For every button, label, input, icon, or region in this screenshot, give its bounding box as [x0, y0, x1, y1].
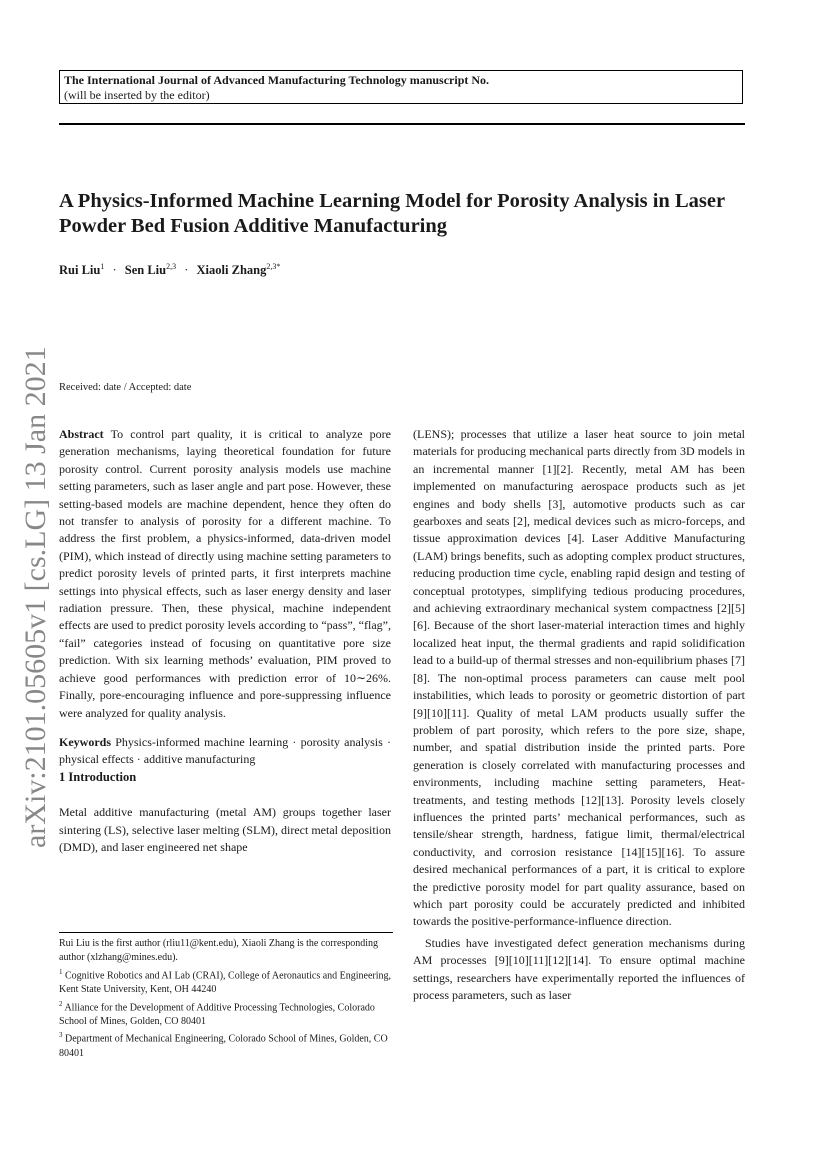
abstract-label: Abstract [59, 427, 104, 441]
affiliation-1 [59, 966, 393, 997]
author-list [59, 262, 280, 278]
journal-title: The International Journal of Advanced Manufacturing Technology manuscript No. [64, 73, 490, 87]
author-affiliation: 1 [100, 262, 105, 271]
header-rule [59, 123, 745, 125]
footnotes [59, 932, 393, 1061]
author-name: Xiaoli Zhang [196, 263, 267, 278]
affiliation-text: Department of Mechanical Engineering, Colorado School of Mines, Golden, CO 80401 [59, 1033, 388, 1059]
author-separator: · [184, 263, 189, 278]
abstract [59, 426, 391, 722]
affiliation-text: Alliance for the Development of Additive Processing Technologies, Colorado School of Mines, Golden, CO 80401 [59, 1001, 375, 1027]
body-paragraph: (LENS); processes that utilize a laser heat source to join metal materials for producing mechanical parts directly from 3D models in an incremental manner [1][2]. Recently, metal AM has been implemented on manufacturing aerospace products such as jet engines and body shells [3], automotive products such as car gearboxes and seats [2], medical devices such as micro-forceps, and tissue approximation devices [4]. Laser Additive Manufacturing (LAM) brings benefits, such as adopting complex product structures, reducing production time cycle, enabling rapid design and testing of conceptual prototypes, simplifying tedious producing procedures, and achieving extraordinary mechanical system compactness [2][5][6]. Because of the short laser-material interaction times and highly localized heat input, the thermal gradients and rapid solidification lead to a build-up of thermal stresses and non-equilibrium phases [7][8]. The non-optimal process parameters can cause melt pool instabilities, which leads to porosity or geometric distortion of part [9][10][11]. Quality of metal LAM products usually suffer the problem of part porosity, which refers to the pore size, shape, number, and spatial distribution inside the printed parts. Pore generation is closely correlated with manufacturing processes and environments, including machine setting parameters, Heat-treatments, and testing methods [12][13]. Porosity levels closely influences the printed parts’ mechanical performances, such as tensile/shear strength, hardness, fatigue limit, thermal/electrical conductivity, and corrosion resistance [14][15][16]. To assure desired mechanical performances of a part, it is critical to explore the predictive porosity model for part quality assurance, based on which part porosity could be accurately predicted and inhibited towards the positive-performance-influence direction. [413, 427, 745, 929]
author-name: Rui Liu [59, 263, 101, 278]
arxiv-stamp-text: arXiv:2101.05605v1 [cs.LG] 13 Jan 2021 [19, 346, 52, 848]
footnote-mark: 1 [59, 967, 63, 976]
keywords-text: Physics-informed machine learning · porosity analysis · physical effects · additive manufacturing [59, 734, 392, 767]
affiliation-2 [59, 998, 393, 1029]
author-affiliation: 2,3 [166, 262, 177, 271]
arxiv-stamp [19, 346, 52, 848]
editor-note: (will be inserted by the editor) [64, 88, 210, 102]
right-column [413, 426, 745, 1004]
author-name: Sen Liu [124, 263, 167, 278]
keywords [59, 734, 391, 769]
intro-paragraph: Metal additive manufacturing (metal AM) groups together laser sintering (LS), selective laser melting (SLM), direct metal deposition (DMD), and laser engineered net shape [59, 805, 391, 854]
footnote-mark: 3 [59, 1031, 63, 1040]
keywords-label: Keywords [59, 734, 111, 749]
abstract-text: To control part quality, it is critical to analyze pore generation mechanisms, laying theoretical foundation for future porosity control. Current porosity analysis models use machine setting parameters, such as laser angle and part pose. However, these setting-based models are machine dependent, hence they often do not transfer to analysis of porosity for a different machine. To address the first problem, a physics-informed, data-driven model (PIM), which instead of directly using machine setting parameters to predict porosity levels of printed parts, it first interprets machine settings into physical effects, such as laser energy density and laser radiation pressure. Then, these physical, machine independent effects are used to predict porosity levels according to “pass”, “flag”, “fail” categories instead of focusing on quantitative pore size prediction. With six learning methods’ evaluation, PIM proved to achieve good performances with prediction error of 10∼26%. Finally, pore-encouraging influence and pore-suppressing influence were analyzed for quality analysis. [59, 427, 391, 720]
left-column [59, 426, 391, 856]
received-date: Received: date / Accepted: date [59, 382, 192, 393]
section-heading: 1 Introduction [59, 769, 137, 784]
journal-header-box [59, 70, 743, 104]
paper-title: A Physics-Informed Machine Learning Model for Porosity Analysis in Laser Powder Bed Fusion Additive Manufacturing [59, 190, 725, 237]
author-affiliation: 2,3* [266, 262, 281, 271]
affiliation-3 [59, 1029, 393, 1060]
corresponding-author-note: Rui Liu is the first author (rliu11@kent.edu), Xiaoli Zhang is the corresponding author (xlzhang@mines.edu). [59, 938, 379, 963]
affiliation-text: Cognitive Robotics and AI Lab (CRAI), College of Aeronautics and Engineering, Kent State University, Kent, OH 44240 [59, 969, 392, 995]
author-separator: · [112, 263, 117, 278]
footnote-mark: 2 [59, 999, 63, 1008]
body-paragraph: Studies have investigated defect generation mechanisms during AM processes [9][10][11][12][14]. To ensure optimal machine settings, researchers have experimentally reported the influences of process parameters, such as laser [413, 935, 745, 1002]
